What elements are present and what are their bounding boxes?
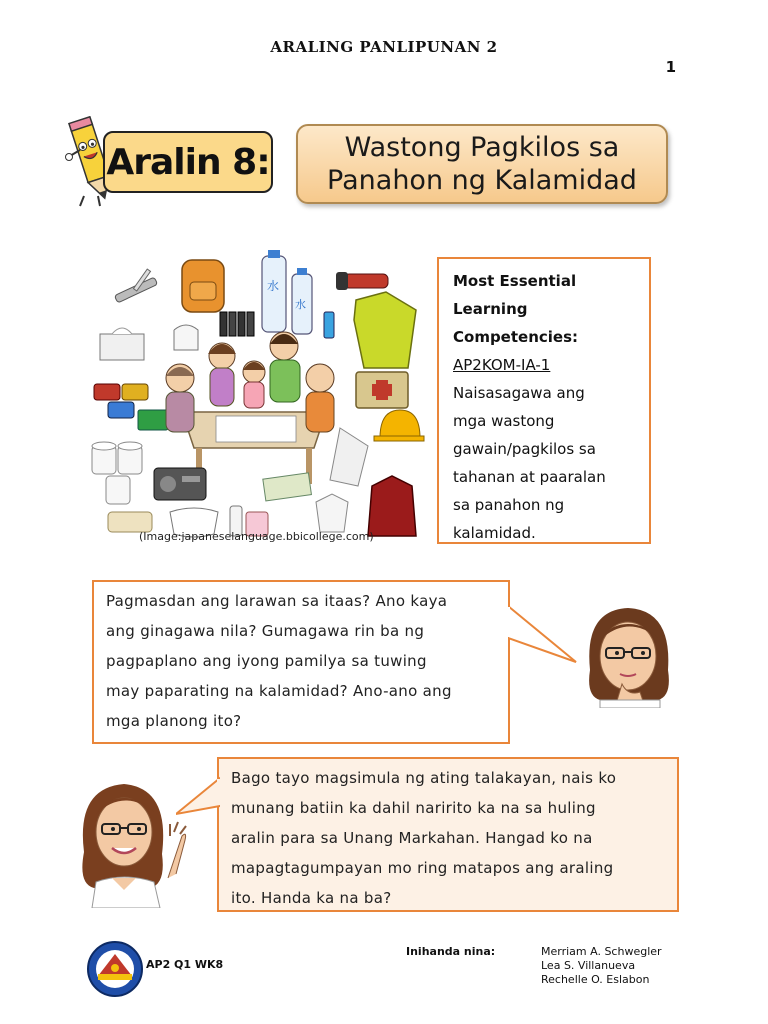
school-division-seal-icon bbox=[86, 940, 144, 998]
svg-text:水: 水 bbox=[267, 279, 280, 293]
bubble1-line: pagpaplano ang iyong pamilya sa tuwing bbox=[106, 652, 427, 670]
authors-list bbox=[541, 945, 662, 987]
competency-line: mga wastong bbox=[453, 412, 555, 430]
author-name: Merriam A. Schwegler bbox=[541, 945, 662, 958]
bubble1-line: may paparating na kalamidad? Ano-ano ang bbox=[106, 682, 452, 700]
speech-bubble-question bbox=[92, 580, 510, 744]
bubble2-line: munang batiin ka dahil naririto ka na sa huling bbox=[231, 799, 596, 817]
safety-helmet-icon bbox=[374, 410, 424, 441]
towel-icon bbox=[108, 512, 152, 532]
author-name: Lea S. Villanueva bbox=[541, 959, 636, 972]
lesson-title-box bbox=[296, 124, 668, 204]
competencies-heading-line1: Most Essential bbox=[453, 272, 577, 290]
svg-text:水: 水 bbox=[295, 298, 306, 311]
competency-line: kalamidad. bbox=[453, 524, 536, 542]
speech-bubble-tail bbox=[508, 604, 578, 664]
image-credit: (Image:japaneselanguage.bbicollege.com) bbox=[139, 530, 374, 543]
lesson-title-line2: Panahon ng Kalamidad bbox=[327, 165, 637, 196]
water-bottle-icon bbox=[262, 250, 312, 334]
plastic-bag-icon bbox=[330, 428, 368, 486]
flashlight-icon bbox=[336, 272, 388, 290]
batteries-icon bbox=[220, 312, 254, 336]
bubble2-line: ito. Handa ka na ba? bbox=[231, 889, 392, 907]
competency-code: AP2KOM-IA-1 bbox=[453, 356, 551, 374]
competency-line: tahanan at paaralan bbox=[453, 468, 606, 486]
bubble1-line: mga planong ito? bbox=[106, 712, 242, 730]
competencies-heading-line3: Competencies: bbox=[453, 328, 579, 346]
jacket-icon bbox=[368, 476, 416, 536]
lesson-number-label: Aralin 8: bbox=[103, 131, 273, 193]
raincoat-icon bbox=[354, 292, 416, 368]
competency-line: sa panahon ng bbox=[453, 496, 565, 514]
bubble1-line: Pagmasdan ang larawan sa itaas? Ano kaya bbox=[106, 592, 448, 610]
prepared-by-label: Inihanda nina: bbox=[406, 945, 496, 958]
competency-line: Naisasagawa ang bbox=[453, 384, 585, 402]
emergency-kit-family-illustration bbox=[86, 250, 426, 540]
competencies-heading-line2: Learning bbox=[453, 300, 528, 318]
page-number: 1 bbox=[665, 58, 676, 76]
waving-teacher-avatar-icon bbox=[72, 774, 188, 908]
thinking-teacher-avatar-icon bbox=[576, 600, 680, 708]
id-card-icon bbox=[138, 410, 168, 430]
shirt-icon bbox=[316, 494, 348, 532]
radio-icon bbox=[154, 468, 206, 500]
module-code: AP2 Q1 WK8 bbox=[146, 958, 224, 971]
bubble2-line: Bago tayo magsimula ng ating talakayan, nais ko bbox=[231, 769, 617, 787]
competency-line: gawain/pagkilos sa bbox=[453, 440, 596, 458]
bubble2-line: aralin para sa Unang Markahan. Hangad ko na bbox=[231, 829, 593, 847]
toilet-paper-icon bbox=[92, 442, 142, 504]
lighter-icon bbox=[324, 312, 334, 338]
competencies-box bbox=[437, 257, 651, 544]
speech-bubble-greeting bbox=[217, 757, 679, 912]
bubble2-line: mapagtagumpayan mo ring matapos ang araling bbox=[231, 859, 614, 877]
tissue-box-icon bbox=[100, 328, 144, 360]
document-header-title: ARALING PANLIPUNAN 2 bbox=[270, 38, 498, 56]
first-aid-box-icon bbox=[356, 372, 408, 408]
bubble1-line: ang ginagawa nila? Gumagawa rin ba ng bbox=[106, 622, 425, 640]
author-name: Rechelle O. Eslabon bbox=[541, 973, 650, 986]
lesson-title-line1: Wastong Pagkilos sa bbox=[344, 132, 620, 163]
money-icon bbox=[263, 473, 312, 501]
work-gloves-icon bbox=[174, 325, 198, 350]
backpack-icon bbox=[182, 260, 224, 312]
pocket-knife-icon bbox=[114, 269, 157, 303]
